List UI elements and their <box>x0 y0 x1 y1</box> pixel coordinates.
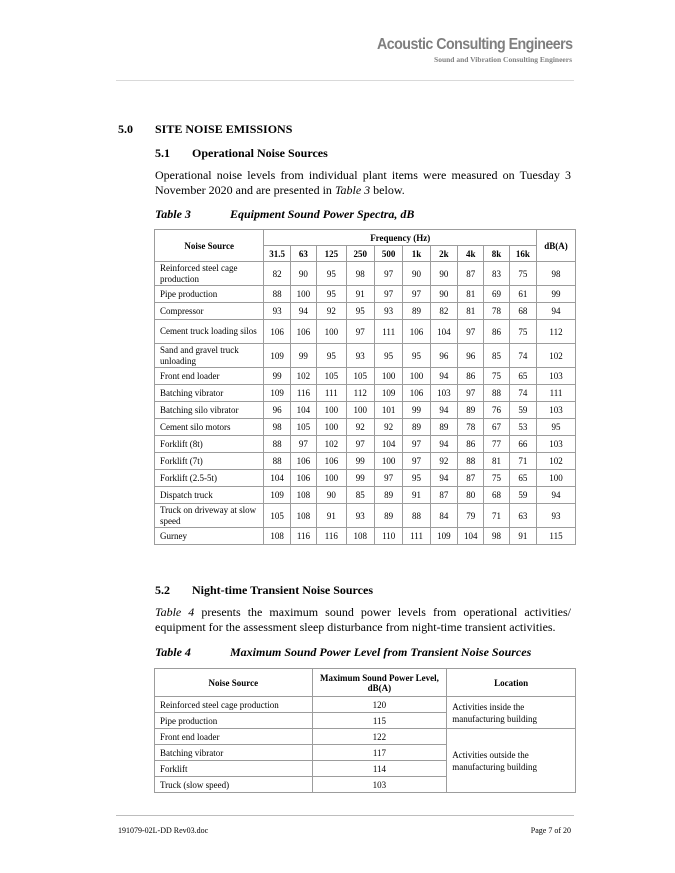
band-level-cell: 106 <box>317 453 346 470</box>
band-level-cell: 81 <box>458 303 484 320</box>
max-level-cell: 122 <box>312 729 447 745</box>
table4-label: Table 4 <box>155 645 191 659</box>
dba-total-cell: 112 <box>537 320 576 344</box>
band-level-cell: 90 <box>403 262 430 286</box>
location-cell-outside: Activities outside the manufacturing building <box>447 729 576 793</box>
band-level-cell: 100 <box>317 320 346 344</box>
band-level-cell: 90 <box>317 487 346 504</box>
max-level-cell: 103 <box>312 777 447 793</box>
section-title: SITE NOISE EMISSIONS <box>155 122 293 136</box>
dba-total-cell: 100 <box>537 470 576 487</box>
band-level-cell: 109 <box>264 385 290 402</box>
band-level-cell: 106 <box>403 385 430 402</box>
band-level-cell: 89 <box>403 419 430 436</box>
band-level-cell: 105 <box>290 419 316 436</box>
col-header-source: Noise Source <box>155 669 313 697</box>
band-level-cell: 106 <box>264 320 290 344</box>
band-level-cell: 78 <box>458 419 484 436</box>
band-level-cell: 95 <box>374 344 402 368</box>
table-row <box>155 320 576 344</box>
subsection-heading-2 <box>155 583 373 598</box>
footer-page-number: Page 7 of 20 <box>530 826 571 835</box>
band-level-cell: 108 <box>290 487 316 504</box>
noise-source-cell: Cement truck loading silos <box>155 320 264 344</box>
band-level-cell: 66 <box>509 436 536 453</box>
band-level-cell: 95 <box>403 470 430 487</box>
band-level-cell: 104 <box>264 470 290 487</box>
band-level-cell: 75 <box>484 368 509 385</box>
band-level-cell: 88 <box>264 286 290 303</box>
band-level-cell: 97 <box>403 286 430 303</box>
band-level-cell: 89 <box>374 487 402 504</box>
subsection-number: 5.2 <box>155 583 170 597</box>
band-level-cell: 97 <box>458 385 484 402</box>
noise-source-cell: Forklift (7t) <box>155 453 264 470</box>
frequency-band-header: 500 <box>374 246 402 262</box>
band-level-cell: 89 <box>374 504 402 528</box>
band-level-cell: 86 <box>458 368 484 385</box>
dba-total-cell: 102 <box>537 344 576 368</box>
noise-source-cell: Truck (slow speed) <box>155 777 313 793</box>
band-level-cell: 108 <box>264 528 290 545</box>
band-level-cell: 53 <box>509 419 536 436</box>
noise-source-cell: Cement silo motors <box>155 419 264 436</box>
band-level-cell: 95 <box>346 303 374 320</box>
band-level-cell: 99 <box>403 402 430 419</box>
noise-source-cell: Forklift <box>155 761 313 777</box>
band-level-cell: 104 <box>430 320 457 344</box>
noise-source-cell: Pipe production <box>155 286 264 303</box>
band-level-cell: 94 <box>430 368 457 385</box>
paragraph-operational <box>155 168 571 198</box>
band-level-cell: 96 <box>458 344 484 368</box>
band-level-cell: 98 <box>484 528 509 545</box>
table3-title: Equipment Sound Power Spectra, dB <box>230 207 415 221</box>
max-level-cell: 115 <box>312 713 447 729</box>
band-level-cell: 92 <box>346 419 374 436</box>
table3-body <box>155 262 576 545</box>
band-level-cell: 93 <box>346 504 374 528</box>
col-header-dba: dB(A) <box>537 230 576 262</box>
band-level-cell: 104 <box>374 436 402 453</box>
noise-source-cell: Forklift (2.5-5t) <box>155 470 264 487</box>
band-level-cell: 110 <box>374 528 402 545</box>
dba-total-cell: 103 <box>537 436 576 453</box>
company-tagline: Sound and Vibration Consulting Engineers <box>434 55 572 64</box>
band-level-cell: 98 <box>346 262 374 286</box>
band-level-cell: 83 <box>484 262 509 286</box>
band-level-cell: 111 <box>403 528 430 545</box>
table-row <box>155 303 576 320</box>
band-level-cell: 95 <box>317 344 346 368</box>
band-level-cell: 116 <box>317 528 346 545</box>
band-level-cell: 77 <box>484 436 509 453</box>
table-row <box>155 436 576 453</box>
band-level-cell: 105 <box>317 368 346 385</box>
header-divider <box>116 80 574 81</box>
noise-source-cell: Reinforced steel cage production <box>155 697 313 713</box>
band-level-cell: 106 <box>290 320 316 344</box>
band-level-cell: 92 <box>430 453 457 470</box>
band-level-cell: 104 <box>290 402 316 419</box>
table-row <box>155 470 576 487</box>
band-level-cell: 97 <box>346 436 374 453</box>
noise-source-cell: Batching vibrator <box>155 745 313 761</box>
band-level-cell: 99 <box>264 368 290 385</box>
band-level-cell: 101 <box>374 402 402 419</box>
dba-total-cell: 93 <box>537 504 576 528</box>
band-level-cell: 61 <box>509 286 536 303</box>
dba-total-cell: 98 <box>537 262 576 286</box>
location-cell-inside: Activities inside the manufacturing building <box>447 697 576 729</box>
band-level-cell: 97 <box>346 320 374 344</box>
band-level-cell: 88 <box>264 453 290 470</box>
band-level-cell: 102 <box>290 368 316 385</box>
noise-source-cell: Pipe production <box>155 713 313 729</box>
band-level-cell: 109 <box>264 344 290 368</box>
frequency-band-header: 16k <box>509 246 536 262</box>
band-level-cell: 87 <box>458 470 484 487</box>
dba-total-cell: 94 <box>537 303 576 320</box>
band-level-cell: 105 <box>346 368 374 385</box>
band-level-cell: 100 <box>317 419 346 436</box>
band-level-cell: 59 <box>509 402 536 419</box>
band-level-cell: 96 <box>430 344 457 368</box>
band-level-cell: 103 <box>430 385 457 402</box>
table-row <box>155 419 576 436</box>
band-level-cell: 91 <box>509 528 536 545</box>
band-level-cell: 111 <box>374 320 402 344</box>
band-level-cell: 104 <box>458 528 484 545</box>
noise-source-cell: Batching vibrator <box>155 385 264 402</box>
dba-total-cell: 94 <box>537 487 576 504</box>
band-level-cell: 106 <box>403 320 430 344</box>
band-level-cell: 93 <box>346 344 374 368</box>
dba-total-cell: 102 <box>537 453 576 470</box>
col-header-source: Noise Source <box>155 230 264 262</box>
band-level-cell: 100 <box>317 470 346 487</box>
band-level-cell: 99 <box>346 453 374 470</box>
dba-total-cell: 115 <box>537 528 576 545</box>
table-row <box>155 402 576 419</box>
noise-source-cell: Front end loader <box>155 368 264 385</box>
band-level-cell: 100 <box>374 453 402 470</box>
band-level-cell: 82 <box>264 262 290 286</box>
frequency-band-header: 250 <box>346 246 374 262</box>
band-level-cell: 100 <box>290 286 316 303</box>
band-level-cell: 90 <box>430 286 457 303</box>
noise-source-cell: Dispatch truck <box>155 487 264 504</box>
band-level-cell: 89 <box>458 402 484 419</box>
band-level-cell: 59 <box>509 487 536 504</box>
max-level-cell: 117 <box>312 745 447 761</box>
col-header-location: Location <box>447 669 576 697</box>
band-level-cell: 75 <box>484 470 509 487</box>
transient-noise-table <box>154 668 576 793</box>
band-level-cell: 100 <box>317 402 346 419</box>
band-level-cell: 92 <box>374 419 402 436</box>
band-level-cell: 91 <box>317 504 346 528</box>
noise-source-cell: Forklift (8t) <box>155 436 264 453</box>
band-level-cell: 65 <box>509 470 536 487</box>
band-level-cell: 75 <box>509 262 536 286</box>
band-level-cell: 102 <box>317 436 346 453</box>
frequency-band-header: 125 <box>317 246 346 262</box>
band-level-cell: 94 <box>430 436 457 453</box>
band-level-cell: 91 <box>346 286 374 303</box>
table4-body <box>155 697 576 793</box>
section-heading <box>118 122 292 137</box>
band-level-cell: 116 <box>290 385 316 402</box>
noise-source-cell: Truck on driveway at slow speed <box>155 504 264 528</box>
noise-source-cell: Sand and gravel truck unloading <box>155 344 264 368</box>
band-level-cell: 80 <box>458 487 484 504</box>
band-level-cell: 81 <box>458 286 484 303</box>
band-level-cell: 75 <box>509 320 536 344</box>
paragraph-text-end: below. <box>370 183 405 197</box>
equipment-sound-power-table <box>154 229 576 545</box>
dba-total-cell: 103 <box>537 368 576 385</box>
band-level-cell: 91 <box>403 487 430 504</box>
band-level-cell: 90 <box>430 262 457 286</box>
band-level-cell: 98 <box>264 419 290 436</box>
band-level-cell: 116 <box>290 528 316 545</box>
band-level-cell: 100 <box>403 368 430 385</box>
table-row <box>155 286 576 303</box>
band-level-cell: 63 <box>509 504 536 528</box>
band-level-cell: 108 <box>290 504 316 528</box>
table4-caption <box>155 645 531 660</box>
table-row <box>155 262 576 286</box>
band-level-cell: 69 <box>484 286 509 303</box>
band-level-cell: 97 <box>403 436 430 453</box>
band-level-cell: 71 <box>509 453 536 470</box>
band-level-cell: 89 <box>430 419 457 436</box>
band-level-cell: 87 <box>458 262 484 286</box>
paragraph-text: presents the maximum sound power levels from operational activities/ equipment for the assessment sleep disturbance from night-time transient activities. <box>155 605 572 634</box>
table-row <box>155 453 576 470</box>
band-level-cell: 108 <box>346 528 374 545</box>
band-level-cell: 97 <box>374 470 402 487</box>
table-row <box>155 368 576 385</box>
table-reference: Table 4 <box>155 605 195 619</box>
table-row <box>155 344 576 368</box>
band-level-cell: 88 <box>264 436 290 453</box>
band-level-cell: 95 <box>317 262 346 286</box>
band-level-cell: 76 <box>484 402 509 419</box>
frequency-band-header: 4k <box>458 246 484 262</box>
table-row <box>155 385 576 402</box>
subsection-title: Night-time Transient Noise Sources <box>192 583 373 597</box>
band-level-cell: 85 <box>484 344 509 368</box>
band-level-cell: 106 <box>290 470 316 487</box>
band-level-cell: 105 <box>264 504 290 528</box>
band-level-cell: 111 <box>317 385 346 402</box>
band-level-cell: 94 <box>290 303 316 320</box>
band-level-cell: 99 <box>290 344 316 368</box>
band-level-cell: 88 <box>458 453 484 470</box>
subsection-number: 5.1 <box>155 146 170 160</box>
dba-total-cell: 99 <box>537 286 576 303</box>
noise-source-cell: Front end loader <box>155 729 313 745</box>
frequency-band-header: 31.5 <box>264 246 290 262</box>
band-level-cell: 78 <box>484 303 509 320</box>
band-level-cell: 96 <box>264 402 290 419</box>
table-reference: Table 3 <box>334 183 371 197</box>
company-logo-text: Acoustic Consulting Engineers <box>377 36 573 53</box>
subsection-heading-1 <box>155 146 328 161</box>
band-level-cell: 100 <box>346 402 374 419</box>
band-level-cell: 67 <box>484 419 509 436</box>
table-row <box>155 528 576 545</box>
band-level-cell: 74 <box>509 385 536 402</box>
band-level-cell: 68 <box>509 303 536 320</box>
noise-source-cell: Reinforced steel cage production <box>155 262 264 286</box>
band-level-cell: 81 <box>484 453 509 470</box>
band-level-cell: 106 <box>290 453 316 470</box>
table-row <box>155 697 576 713</box>
max-level-cell: 120 <box>312 697 447 713</box>
frequency-band-header: 1k <box>403 246 430 262</box>
band-level-cell: 97 <box>403 453 430 470</box>
band-level-cell: 90 <box>290 262 316 286</box>
band-level-cell: 86 <box>458 436 484 453</box>
band-level-cell: 94 <box>430 402 457 419</box>
band-level-cell: 84 <box>430 504 457 528</box>
noise-source-cell: Batching silo vibrator <box>155 402 264 419</box>
band-level-cell: 71 <box>484 504 509 528</box>
band-level-cell: 94 <box>430 470 457 487</box>
band-level-cell: 86 <box>484 320 509 344</box>
footer-doc-ref: 191079-02L-DD Rev03.doc <box>118 826 209 835</box>
paragraph-transient <box>155 605 571 635</box>
dba-total-cell: 111 <box>537 385 576 402</box>
col-header-frequency: Frequency (Hz) <box>264 230 537 246</box>
noise-source-cell: Compressor <box>155 303 264 320</box>
band-level-cell: 109 <box>430 528 457 545</box>
band-level-cell: 109 <box>264 487 290 504</box>
footer-divider <box>116 815 574 816</box>
table-row <box>155 729 576 745</box>
paragraph-text: Operational noise levels from individual plant items were measured on Tuesday 3 November 2020 and are presented in <box>155 168 571 197</box>
band-level-cell: 65 <box>509 368 536 385</box>
band-level-cell: 97 <box>290 436 316 453</box>
band-level-cell: 93 <box>264 303 290 320</box>
band-level-cell: 68 <box>484 487 509 504</box>
table-row <box>155 487 576 504</box>
band-level-cell: 87 <box>430 487 457 504</box>
band-level-cell: 95 <box>317 286 346 303</box>
band-level-cell: 85 <box>346 487 374 504</box>
subsection-title: Operational Noise Sources <box>192 146 328 160</box>
band-level-cell: 88 <box>484 385 509 402</box>
dba-total-cell: 95 <box>537 419 576 436</box>
band-level-cell: 99 <box>346 470 374 487</box>
band-level-cell: 112 <box>346 385 374 402</box>
band-level-cell: 92 <box>317 303 346 320</box>
table3-label: Table 3 <box>155 207 191 221</box>
band-level-cell: 89 <box>403 303 430 320</box>
max-level-cell: 114 <box>312 761 447 777</box>
band-level-cell: 109 <box>374 385 402 402</box>
section-number: 5.0 <box>118 122 133 136</box>
band-level-cell: 93 <box>374 303 402 320</box>
band-level-cell: 97 <box>374 286 402 303</box>
table4-title: Maximum Sound Power Level from Transient Noise Sources <box>230 645 532 659</box>
frequency-band-header: 2k <box>430 246 457 262</box>
frequency-band-header: 63 <box>290 246 316 262</box>
frequency-band-header: 8k <box>484 246 509 262</box>
band-level-cell: 88 <box>403 504 430 528</box>
noise-source-cell: Gurney <box>155 528 264 545</box>
dba-total-cell: 103 <box>537 402 576 419</box>
band-level-cell: 97 <box>374 262 402 286</box>
col-header-max-level: Maximum Sound Power Level, dB(A) <box>312 669 447 697</box>
band-level-cell: 100 <box>374 368 402 385</box>
band-level-cell: 82 <box>430 303 457 320</box>
band-level-cell: 95 <box>403 344 430 368</box>
table-row <box>155 504 576 528</box>
band-level-cell: 79 <box>458 504 484 528</box>
band-level-cell: 74 <box>509 344 536 368</box>
band-level-cell: 97 <box>458 320 484 344</box>
table3-caption <box>155 207 414 222</box>
